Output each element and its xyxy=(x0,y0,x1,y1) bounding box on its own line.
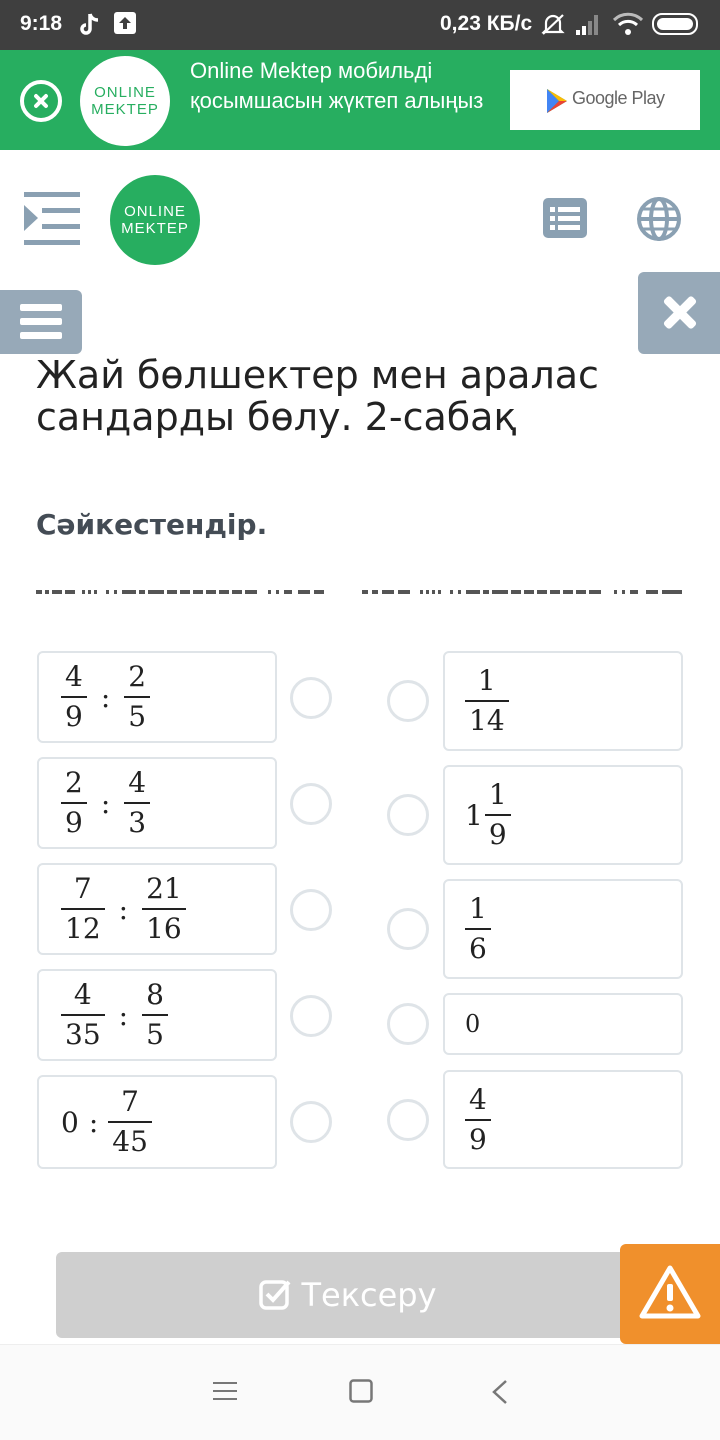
fraction: $\frac{8}{5}$ xyxy=(142,978,168,1052)
division-operator: : xyxy=(118,892,129,926)
fraction: $\frac{7}{12}$ xyxy=(61,872,105,946)
whole-number: 1 xyxy=(465,798,483,832)
whole-number: 0 xyxy=(61,1105,79,1139)
fraction: $\frac{1}{6}$ xyxy=(465,892,491,966)
app-header xyxy=(0,150,720,280)
tiktok-icon xyxy=(80,12,100,38)
checkbox-check-icon xyxy=(259,1278,293,1310)
list-icon[interactable] xyxy=(543,198,587,238)
signal-icon xyxy=(574,12,602,36)
close-lesson-button[interactable] xyxy=(638,272,720,354)
close-banner-icon[interactable] xyxy=(20,80,62,122)
right-answer-3[interactable] xyxy=(443,879,683,979)
left-radio-5[interactable] xyxy=(290,1101,332,1143)
fraction: $\frac{4}{35}$ xyxy=(61,978,105,1052)
google-play-icon xyxy=(546,88,568,114)
mute-icon xyxy=(540,12,566,38)
hamburger-icon xyxy=(20,304,62,311)
fraction: $\frac{4}{3}$ xyxy=(124,766,150,840)
right-answer-5[interactable] xyxy=(443,1070,683,1169)
online-mektep-logo: ONLINE MEKTEP xyxy=(80,56,170,146)
fraction: $\frac{2}{9}$ xyxy=(61,766,87,840)
fraction: $\frac{21}{16}$ xyxy=(142,872,186,946)
fraction: $\frac{1}{14}$ xyxy=(465,664,509,738)
division-operator: : xyxy=(118,998,129,1032)
answer-value: 0 xyxy=(465,1010,481,1038)
right-radio-2[interactable] xyxy=(387,794,429,836)
fraction: $\frac{7}{45}$ xyxy=(108,1085,152,1159)
google-play-button[interactable] xyxy=(510,70,700,130)
warning-icon xyxy=(620,1244,720,1344)
left-radio-2[interactable] xyxy=(290,783,332,825)
google-play-label: Google Play xyxy=(572,88,665,108)
check-button-label: Тексеру xyxy=(301,1276,437,1314)
system-nav-bar xyxy=(0,1344,720,1440)
check-button[interactable] xyxy=(56,1252,640,1338)
header-logo[interactable]: ONLINE MEKTEP xyxy=(110,175,200,265)
app-download-banner xyxy=(0,50,720,150)
right-radio-5[interactable] xyxy=(387,1099,429,1141)
globe-icon[interactable] xyxy=(636,196,682,242)
left-radio-1[interactable] xyxy=(290,677,332,719)
division-operator: : xyxy=(100,680,111,714)
left-radio-4[interactable] xyxy=(290,995,332,1037)
status-bar xyxy=(0,0,720,50)
left-expression-3[interactable] xyxy=(37,863,277,955)
upload-icon xyxy=(114,12,136,34)
division-operator: : xyxy=(88,1105,99,1139)
fraction: $\frac{4}{9}$ xyxy=(465,1083,491,1157)
home-icon[interactable] xyxy=(349,1379,373,1403)
left-radio-3[interactable] xyxy=(290,889,332,931)
right-radio-3[interactable] xyxy=(387,908,429,950)
fraction: $\frac{4}{9}$ xyxy=(61,660,87,734)
right-answer-2[interactable] xyxy=(443,765,683,865)
wifi-icon xyxy=(612,12,644,36)
sidebar-toggle-icon[interactable] xyxy=(24,192,80,246)
division-operator: : xyxy=(100,786,111,820)
network-speed: 0,23 КБ/с xyxy=(440,12,533,35)
right-radio-4[interactable] xyxy=(387,1003,429,1045)
report-problem-button[interactable] xyxy=(620,1244,720,1344)
fraction: $\frac{1}{9}$ xyxy=(485,778,511,852)
recent-apps-icon[interactable] xyxy=(213,1379,237,1403)
left-expression-2[interactable] xyxy=(37,757,277,849)
fraction: $\frac{2}{5}$ xyxy=(124,660,150,734)
left-expression-5[interactable] xyxy=(37,1075,277,1169)
lesson-menu-button[interactable] xyxy=(0,290,82,354)
banner-text: Online Mektep мобильді қосымшасын жүктеп алыңыз xyxy=(190,58,484,113)
status-time: 9:18 xyxy=(20,12,63,35)
right-answer-4[interactable] xyxy=(443,993,683,1055)
left-expression-1[interactable] xyxy=(37,651,277,743)
lesson-title: Жай бөлшектер мен аралас сандарды бөлу. 2-сабақ xyxy=(36,353,599,439)
back-icon[interactable] xyxy=(490,1379,510,1405)
right-radio-1[interactable] xyxy=(387,680,429,722)
battery-icon xyxy=(652,12,700,36)
right-answer-1[interactable] xyxy=(443,651,683,751)
left-expression-4[interactable] xyxy=(37,969,277,1061)
blurred-text-divider xyxy=(36,589,682,595)
task-instruction: Сәйкестендір. xyxy=(36,508,268,541)
